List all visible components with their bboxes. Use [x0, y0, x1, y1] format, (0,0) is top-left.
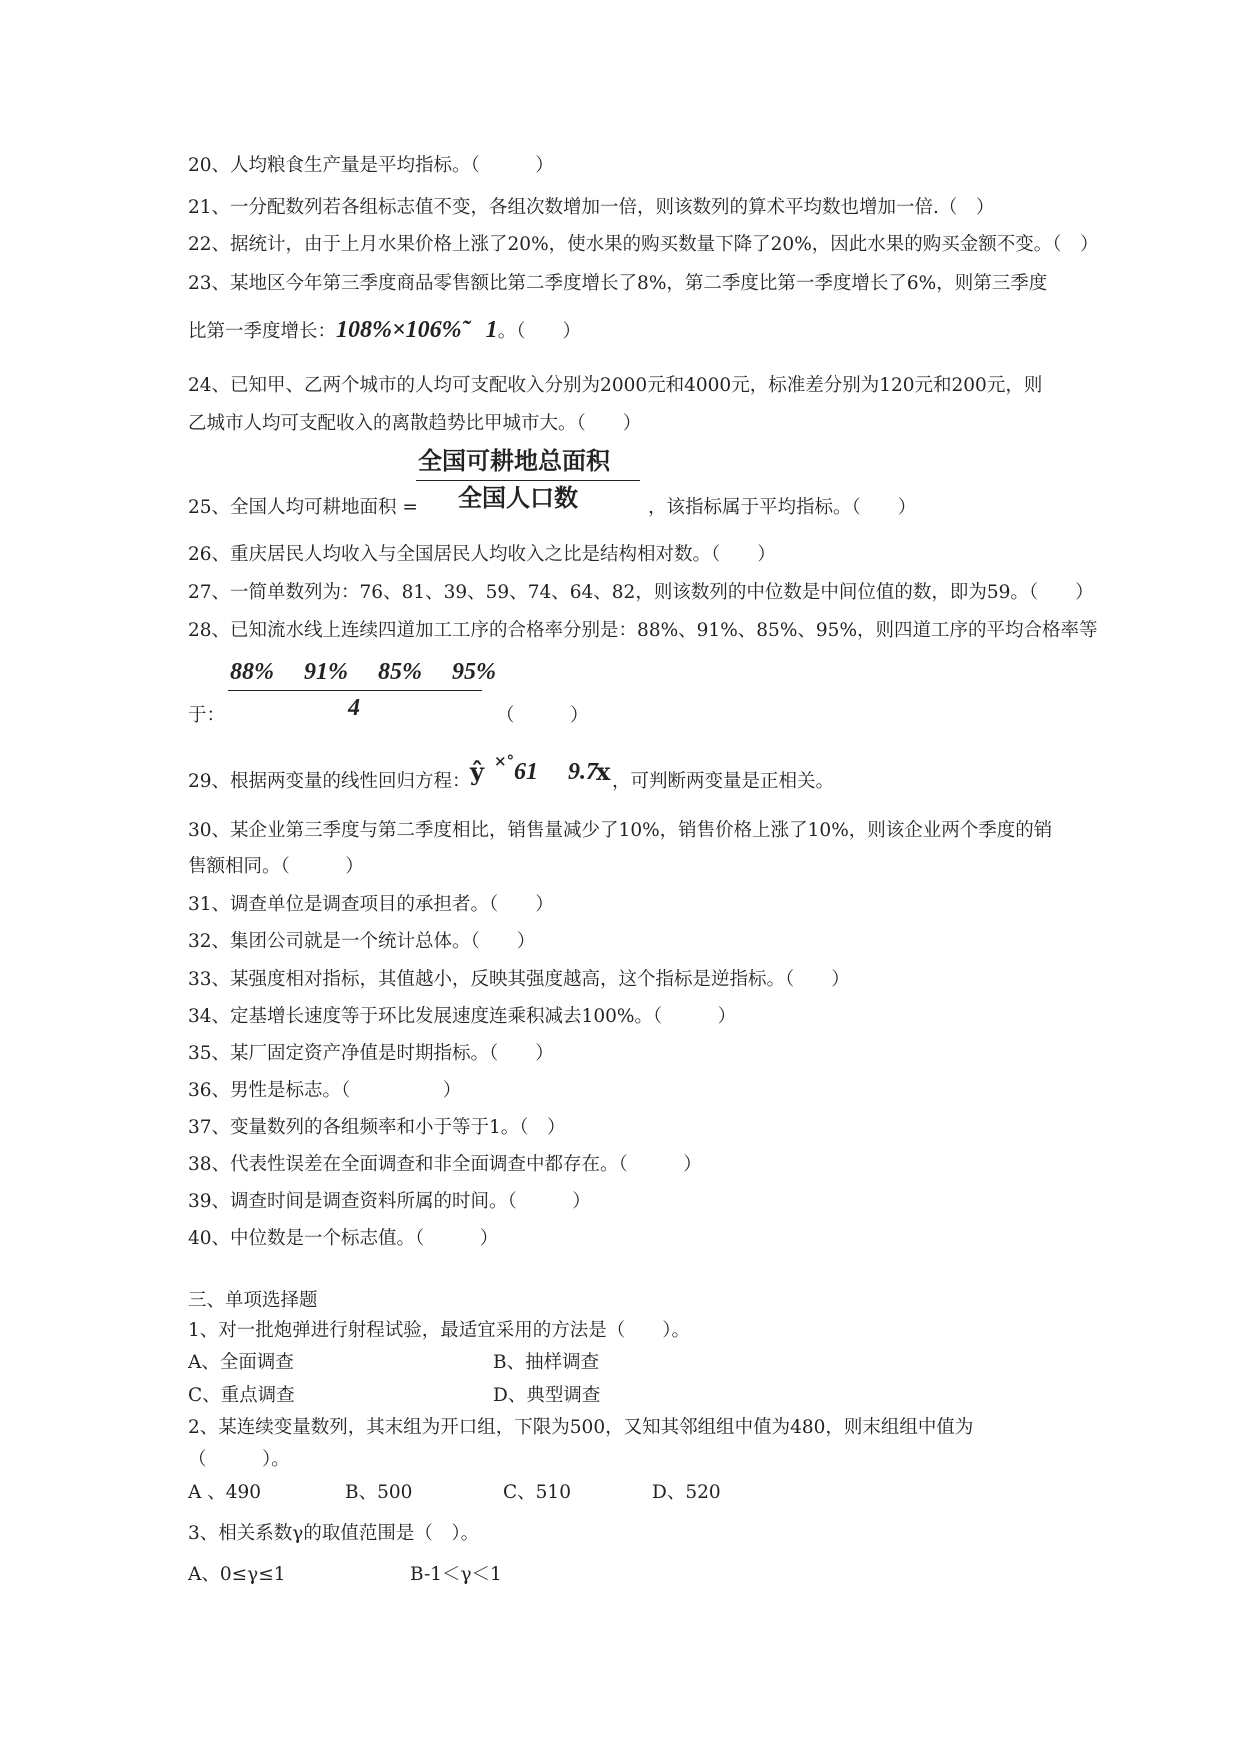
question-32: 32、集团公司就是一个统计总体。（ ） [188, 931, 536, 952]
question-28-denominator: 4 [348, 695, 360, 721]
question-24-line-2: 乙城市人均可支配收入的离散趋势比甲城市大。（ ） [188, 413, 642, 434]
mc-question-1-option-b: B、抽样调查 [493, 1352, 600, 1373]
mc-question-3: 3、相关系数γ的取值范围是（ ）。 [188, 1523, 480, 1544]
question-30-line-1: 30、某企业第三季度与第二季度相比，销售量减少了10%，销售价格上涨了10%，则该企业两个季度的销 [188, 820, 1053, 841]
question-25-suffix: ，该指标属于平均指标。（ ） [648, 497, 917, 518]
question-30-line-2: 售额相同。（ ） [188, 856, 364, 877]
question-37: 37、变量数列的各组频率和小于等于1。（ ） [188, 1117, 566, 1138]
mc-question-3-option-a: A、0≤γ≤1 [188, 1564, 286, 1585]
question-25-prefix: 25、全国人均可耕地面积 = [188, 497, 418, 518]
question-24-line-1: 24、已知甲、乙两个城市的人均可支配收入分别为2000元和4000元，标准差分别为120元和200元，则 [188, 375, 1043, 396]
question-23-line-2 [188, 318, 581, 344]
question-28-line-1: 28、已知流水线上连续四道加工工序的合格率分别是：88%、91%、85%、95%，则四道工序的平均合格率等 [188, 620, 1098, 641]
question-29-yhat: ŷ [470, 757, 484, 786]
mc-question-2-line-1: 2、某连续变量数列，其末组为开口组，下限为500，又知其邻组组中值为480，则末组组中值为 [188, 1417, 974, 1438]
question-34: 34、定基增长速度等于环比发展速度连乘积减去100%。（ ） [188, 1006, 737, 1027]
mc-question-1: 1、对一批炮弹进行射程试验，最适宜采用的方法是（ ）。 [188, 1320, 691, 1341]
question-36: 36、男性是标志。（ ） [188, 1080, 462, 1101]
mc-question-1-option-a: A、全面调查 [188, 1352, 294, 1373]
question-20: 20、人均粮食生产量是平均指标。（ ） [188, 155, 554, 176]
mc-question-2-option-c: C、510 [503, 1482, 571, 1503]
question-23-formula: 108%×106%̃ 1 [336, 317, 498, 343]
question-29-suffix: ，可判断两变量是正相关。 [612, 771, 835, 792]
question-25-numerator: 全国可耕地总面积 [418, 447, 610, 475]
question-28-answer-paren: （ ） [496, 705, 589, 726]
question-29-x: x [596, 757, 611, 786]
mc-question-2-option-d: D、520 [652, 1482, 721, 1503]
question-39: 39、调查时间是调查资料所属的时间。（ ） [188, 1191, 591, 1212]
question-28-prefix: 于： [188, 705, 226, 726]
question-28-fraction-bar [228, 690, 482, 691]
question-29-prefix: 29、根据两变量的线性回归方程： [188, 771, 471, 792]
question-35: 35、某厂固定资产净值是时期指标。（ ） [188, 1043, 554, 1064]
mc-question-1-option-c: C、重点调查 [188, 1385, 295, 1406]
question-21: 21、一分配数列若各组标志值不变，各组次数增加一倍，则该数列的算术平均数也增加一倍.（ ） [188, 197, 995, 218]
section-heading-single-choice: 三、单项选择题 [188, 1290, 318, 1311]
question-29-symbol: ×° [494, 752, 515, 770]
question-23-prefix: 比第一季度增长： [188, 321, 337, 342]
question-26: 26、重庆居民人均收入与全国居民人均收入之比是结构相对数。（ ） [188, 544, 776, 565]
question-29-formula: 61 9.7 [514, 759, 598, 785]
mc-question-2-line-2: （ ）。 [188, 1449, 290, 1470]
question-25-denominator: 全国人口数 [458, 484, 578, 512]
question-38: 38、代表性误差在全面调查和非全面调查中都存在。（ ） [188, 1154, 702, 1175]
question-31: 31、调查单位是调查项目的承担者。（ ） [188, 894, 554, 915]
mc-question-2-option-a: A 、490 [188, 1482, 262, 1503]
question-25-fraction-bar [416, 480, 640, 481]
question-40: 40、中位数是一个标志值。（ ） [188, 1228, 499, 1249]
mc-question-2-option-b: B、500 [345, 1482, 413, 1503]
question-23-line-1: 23、某地区今年第三季度商品零售额比第二季度增长了8%，第二季度比第一季度增长了6%，则第三季度 [188, 273, 1048, 294]
mc-question-1-option-d: D、典型调查 [493, 1385, 601, 1406]
question-23-suffix: 。（ ） [497, 321, 581, 342]
mc-question-3-option-b: B-1＜γ＜1 [410, 1564, 502, 1585]
question-22: 22、据统计，由于上月水果价格上涨了20%，使水果的购买数量下降了20%，因此水果的购买金额不变。（ ） [188, 234, 1099, 255]
question-28-numerator: 88% 91% 85% 95% [230, 659, 496, 685]
question-33: 33、某强度相对指标，其值越小，反映其强度越高，这个指标是逆指标。（ ） [188, 969, 850, 990]
question-27: 27、一简单数列为：76、81、39、59、74、64、82，则该数列的中位数是中间位值的数，即为59。（ ） [188, 582, 1094, 603]
